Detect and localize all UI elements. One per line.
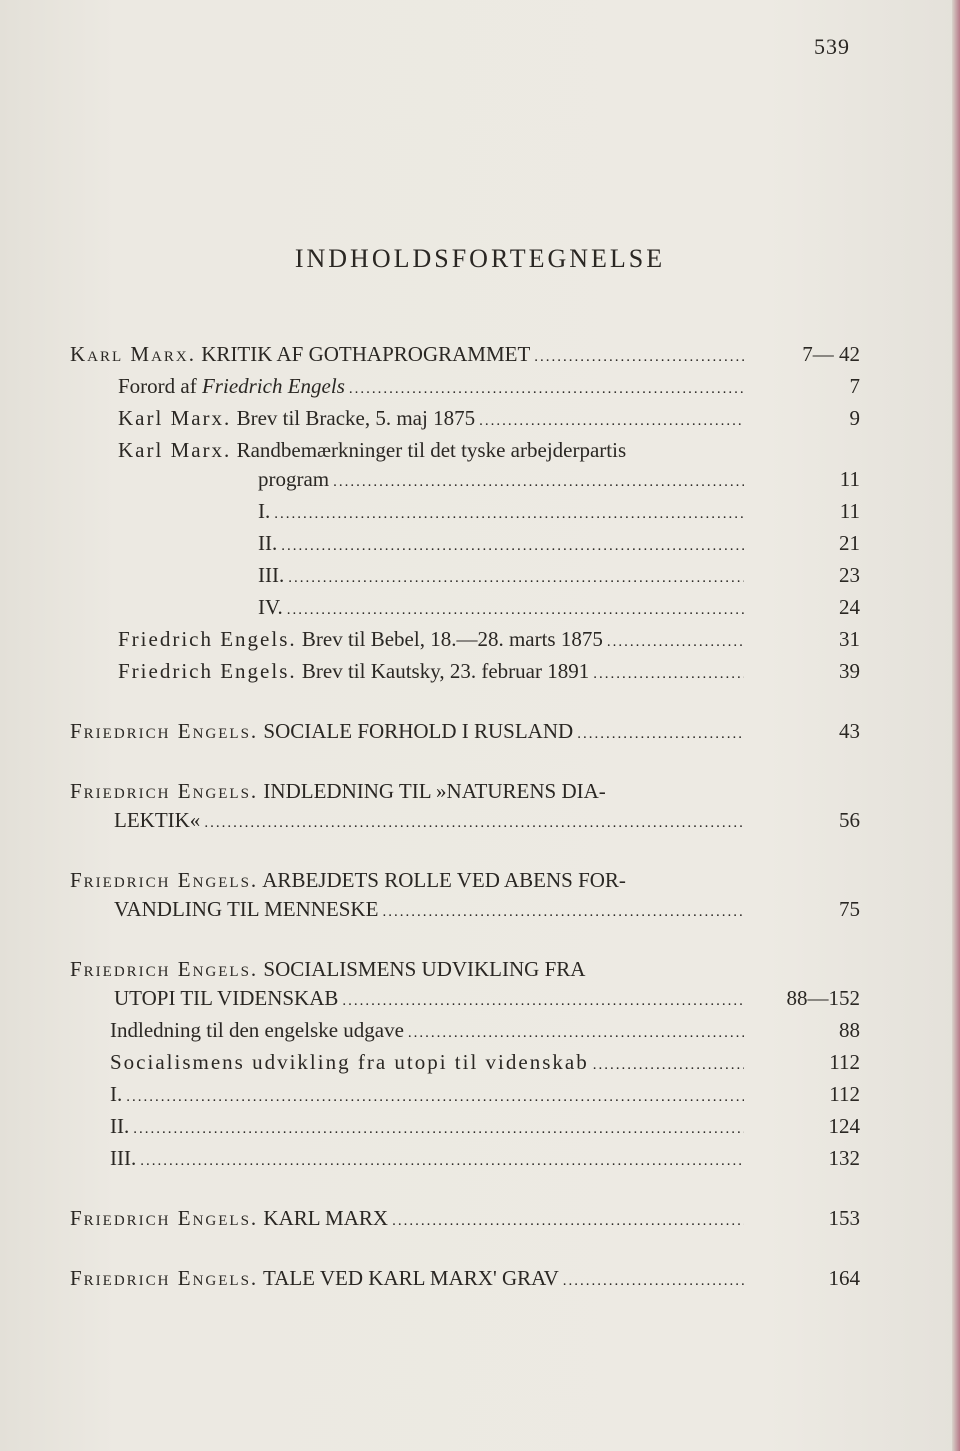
toc-item-title: Randbemærkninger til det tyske arbejderpartis [231,438,627,462]
toc-title-cont: LEKTIK« [114,808,201,832]
toc-title: ARBEJDETS ROLLE VED ABENS FOR- [262,868,626,892]
toc-roman-label: I. [258,499,271,523]
toc-roman-label: III. [258,563,285,587]
toc-item-author: Karl Marx. [118,406,232,430]
toc-roman-label: III. [110,1146,137,1170]
toc-roman-label: II. [110,1114,130,1138]
leader-dots [349,375,744,404]
leader-dots [382,898,744,927]
toc-author: Karl Marx. [70,342,197,366]
toc-item-pages: 112 [829,1050,860,1074]
table-of-contents [70,340,860,1296]
leader-dots [274,500,744,529]
leader-dots [342,987,744,1016]
toc-roman-pages: 112 [829,1082,860,1106]
toc-roman-pages: 23 [839,563,860,587]
toc-title: SOCIALE FORHOLD I RUSLAND [263,719,574,743]
toc-item-title-cont: program [258,467,330,491]
toc-author: Friedrich Engels. [70,719,259,743]
leader-dots [288,564,744,593]
leader-dots [333,468,744,497]
toc-item-author: Karl Marx. [118,438,232,462]
leader-dots [408,1019,744,1048]
toc-section-arbejdets-rolle [70,866,860,927]
leader-dots [534,343,744,372]
leader-dots [140,1147,744,1176]
toc-pages: 88—152 [786,986,860,1010]
toc-roman-label: II. [258,531,278,555]
toc-roman-label: IV. [258,595,283,619]
toc-pages: 164 [828,1266,860,1290]
toc-item-pages: 31 [839,627,860,651]
toc-item-author: Friedrich Engels [201,374,345,398]
toc-title: TALE VED KARL MARX' GRAV [263,1266,559,1290]
toc-section-rusland [70,717,860,749]
toc-pages: 43 [839,719,860,743]
toc-author: Friedrich Engels. [70,779,259,803]
toc-section-socialismens-udvikling [70,955,860,1176]
toc-roman-pages: 21 [839,531,860,555]
leader-dots [607,628,744,657]
toc-item-title: Brev til Bebel, 18.—28. marts 1875 [296,627,603,651]
toc-author: Friedrich Engels. [70,868,259,892]
toc-roman-label: I. [110,1082,123,1106]
toc-item-prefix: Forord af [118,374,202,398]
leader-dots [593,1051,744,1080]
toc-item-pages: 39 [839,659,860,683]
toc-item-title: Brev til Bracke, 5. maj 1875 [231,406,476,430]
toc-roman-pages: 124 [828,1114,860,1138]
toc-author: Friedrich Engels. [70,957,259,981]
toc-item-title: Brev til Kautsky, 23. februar 1891 [296,659,590,683]
toc-item-pages: 9 [849,406,860,430]
toc-pages: 56 [839,808,860,832]
toc-title: SOCIALISMENS UDVIKLING FRA [263,957,586,981]
leader-dots [133,1115,744,1144]
leader-dots [392,1207,744,1236]
toc-roman-pages: 132 [828,1146,860,1170]
leader-dots [287,596,744,625]
toc-section-tale-ved-grav [70,1264,860,1296]
toc-item-pages: 88 [839,1018,860,1042]
toc-item-title: Socialismens udvikling fra utopi til videnskab [110,1050,589,1074]
toc-item-title: Indledning til den engelske udgave [110,1018,404,1042]
toc-title: INDLEDNING TIL »NATURENS DIA- [263,779,606,803]
toc-item-pages: 11 [839,467,860,491]
toc-title: KRITIK AF GOTHAPROGRAMMET [201,342,531,366]
page-number: 539 [814,34,850,59]
toc-title: KARL MARX [263,1206,389,1230]
toc-item-pages: 7 [849,374,860,398]
toc-title-cont: UTOPI TIL VIDENSKAB [114,986,339,1010]
toc-section-marx-gotha [70,340,860,689]
leader-dots [563,1267,744,1296]
leader-dots [593,660,744,689]
toc-roman-pages: 11 [839,499,860,523]
toc-title-cont: VANDLING TIL MENNESKE [114,897,379,921]
toc-author: Friedrich Engels. [70,1266,259,1290]
toc-author: Friedrich Engels. [70,1206,259,1230]
toc-roman-pages: 24 [839,595,860,619]
leader-dots [126,1083,744,1112]
toc-item-author: Friedrich Engels. [118,627,297,651]
toc-item-author: Friedrich Engels. [118,659,297,683]
page-edge [952,0,960,1451]
page-title: INDHOLDSFORTEGNELSE [294,244,666,273]
leader-dots [281,532,744,561]
toc-pages: 7— 42 [802,342,860,366]
toc-section-karl-marx [70,1204,860,1236]
toc-pages: 153 [828,1206,860,1230]
toc-section-naturens-dialektik [70,777,860,838]
leader-dots [479,407,744,436]
leader-dots [204,809,744,838]
leader-dots [577,720,744,749]
toc-pages: 75 [839,897,860,921]
